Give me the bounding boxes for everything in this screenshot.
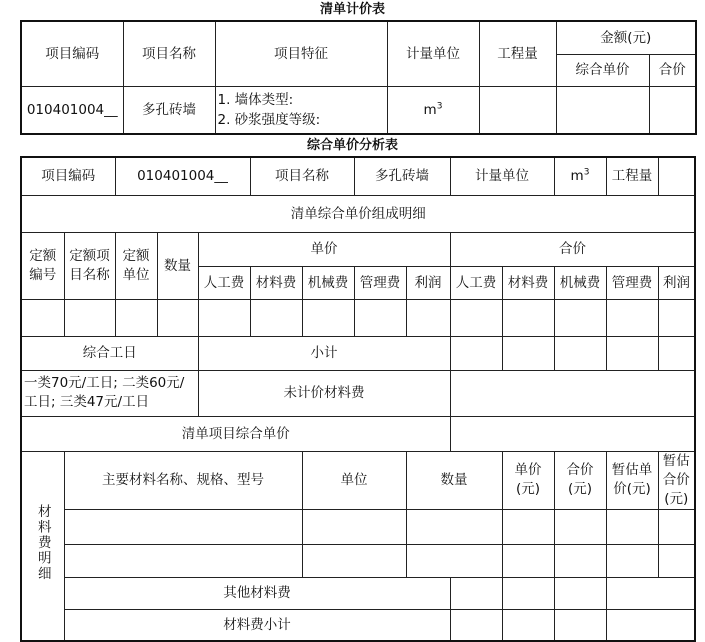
header-total: 合价	[649, 54, 696, 86]
header-quota-unit: 定额单位	[115, 232, 157, 299]
cell-total	[649, 86, 696, 134]
header-main-material: 主要材料名称、规格、型号	[64, 451, 302, 509]
header-material-total: 合价(元)	[554, 451, 606, 509]
value-item-code: 010401004__	[115, 157, 250, 195]
detail-header: 清单综合单价组成明细	[21, 195, 695, 232]
header-item-code: 项目编码	[21, 21, 123, 86]
header-quota-no: 定额编号	[21, 232, 64, 299]
combined-price-value	[450, 416, 695, 451]
header-labor: 人工费	[198, 266, 250, 299]
unit-superscript: 3	[436, 101, 443, 112]
header-material-unit-price: 单价(元)	[502, 451, 554, 509]
header-machine: 机械费	[302, 266, 354, 299]
header-item-name: 项目名称	[123, 21, 215, 86]
unit-superscript: 3	[583, 167, 590, 178]
header-material: 材料费	[250, 266, 302, 299]
table2-title: 综合单价分析表	[306, 138, 398, 153]
feature-line-2: 2. 砂浆强度等级:	[217, 111, 321, 128]
material-detail-text: 材料费明细	[34, 504, 51, 582]
table-row	[21, 509, 695, 544]
unit-base: m	[423, 101, 437, 118]
header-profit: 利润	[406, 266, 450, 299]
header-item-code: 项目编码	[21, 157, 115, 195]
header-management: 管理费	[354, 266, 406, 299]
cell-item-feature	[215, 86, 387, 134]
header-material-quantity: 数量	[406, 451, 502, 509]
material-subtotal-label: 材料费小计	[64, 609, 450, 641]
header-estimated-total: 暂估合价(元)	[658, 451, 695, 509]
cell-quantity	[479, 86, 556, 134]
cell-unit-price	[556, 86, 649, 134]
material-detail-label	[21, 451, 64, 641]
table-row	[21, 86, 696, 134]
unpriced-material-value	[450, 370, 695, 416]
header-total-machine: 机械费	[554, 266, 606, 299]
table-row	[21, 299, 695, 336]
header-total-labor: 人工费	[450, 266, 502, 299]
unit-base: m	[570, 168, 584, 185]
value-quantity	[658, 157, 695, 195]
header-amount: 金额(元)	[556, 21, 696, 54]
labor-day-label: 综合工日	[21, 336, 198, 370]
table-row	[21, 544, 695, 577]
subtotal-label: 小计	[198, 336, 450, 370]
header-total: 合价	[450, 232, 695, 266]
header-total-management: 管理费	[606, 266, 658, 299]
header-unit-price: 综合单价	[556, 54, 649, 86]
table1-title: 清单计价表	[319, 2, 385, 17]
unpriced-material-label: 未计价材料费	[198, 370, 450, 416]
header-unit-price: 单价	[198, 232, 450, 266]
unit-price-analysis-table	[20, 156, 696, 642]
value-measure-unit	[554, 157, 606, 195]
cell-measure-unit	[387, 86, 479, 134]
value-item-name: 多孔砖墙	[354, 157, 450, 195]
feature-line-1: 1. 墙体类型:	[217, 91, 294, 108]
combined-price-label: 清单项目综合单价	[21, 416, 450, 451]
cell-item-name: 多孔砖墙	[123, 86, 215, 134]
header-material-unit: 单位	[302, 451, 406, 509]
header-measure-unit: 计量单位	[387, 21, 479, 86]
header-quantity: 工程量	[479, 21, 556, 86]
header-item-feature: 项目特征	[215, 21, 387, 86]
header-quota-name: 定额项目名称	[64, 232, 115, 299]
header-count: 数量	[157, 232, 198, 299]
labor-rates: 一类70元/工日; 二类60元/工日; 三类47元/工日	[21, 370, 198, 416]
header-quantity: 工程量	[606, 157, 658, 195]
bill-pricing-table	[20, 20, 697, 135]
header-measure-unit: 计量单位	[450, 157, 554, 195]
header-total-profit: 利润	[658, 266, 695, 299]
header-estimated-unit-price: 暂估单价(元)	[606, 451, 658, 509]
cell-item-code: 010401004__	[21, 86, 123, 134]
header-total-material: 材料费	[502, 266, 554, 299]
header-item-name: 项目名称	[250, 157, 354, 195]
other-material-label: 其他材料费	[64, 577, 450, 609]
